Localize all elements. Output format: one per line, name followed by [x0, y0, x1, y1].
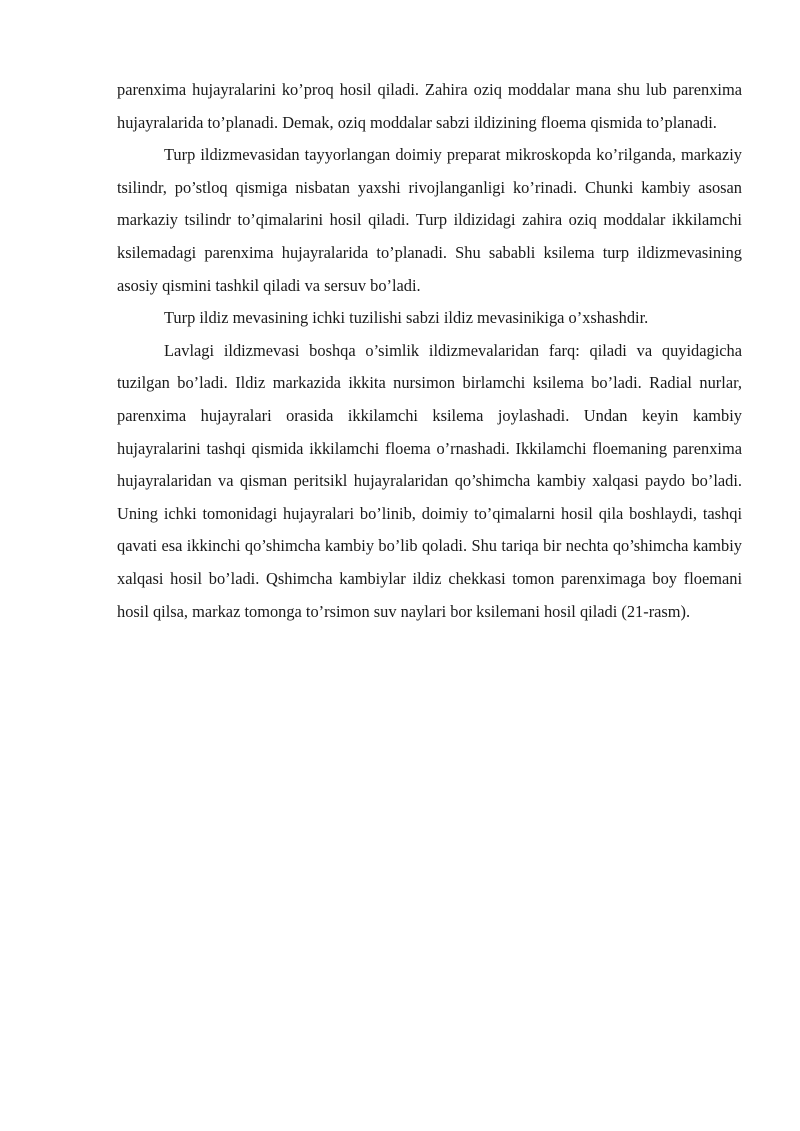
paragraph-turp-root: Turp ildizmevasidan tayyorlangan doimiy preparat mikroskopda ko’rilganda, markaziy tsilindr, po’stloq qismiga nisbatan yaxshi rivojlanganligi ko’rinadi. Chunki kambiy asosan markaziy tsilindr to’qimalarini hosil qiladi. Turp ildizidagi zahira oziq moddalar ikkilamchi ksilemadagi parenxima hujayralarida to’planadi. Shu sababli ksilema turp ildizmevasining asosiy qismini tashkil qiladi va sersuv bo’ladi. [117, 145, 742, 295]
paragraph-continuation: parenxima hujayralarini ko’proq hosil qiladi. Zahira oziq moddalar mana shu lub parenxima hujayralarida to’planadi. Demak, oziq moddalar sabzi ildizining floema qismida to’planadi. [117, 80, 742, 132]
paragraph-lavlagi-root: Lavlagi ildizmevasi boshqa o’simlik ildizmevalaridan farq: qiladi va quyidagicha tuzilgan bo’ladi. Ildiz markazida ikkita nursimon birlamchi ksilema bo’ladi. Radial nurlar, parenxima hujayralari orasida ikkilamchi ksilema joylashadi. Undan keyin kambiy hujayralarini tashqi qismida ikkilamchi floema o’rnashadi. Ikkilamchi floemaning parenxima hujayralaridan va qisman peritsikl hujayralaridan qo’shimcha kambiy xalqasi paydo bo’ladi. Uning ichki tomonidagi hujayralari bo’linib, doimiy to’qimalarni hosil qila boshlaydi, tashqi qavati esa ikkinchi qo’shimcha kambiy bo’lib qoladi. Shu tariqa bir nechta qo’shimcha kambiy xalqasi hosil bo’ladi. Qshimcha kambiylar ildiz chekkasi tomon parenximaga boy floemani hosil qilsa, markaz tomonga to’rsimon suv naylari bor ksilemani hosil qiladi (21-rasm). [117, 340, 742, 621]
body-text [117, 74, 742, 628]
paragraph-turp-structure: Turp ildiz mevasining ichki tuzilishi sabzi ildiz mevasinikiga o’xshashdir. [164, 308, 649, 328]
